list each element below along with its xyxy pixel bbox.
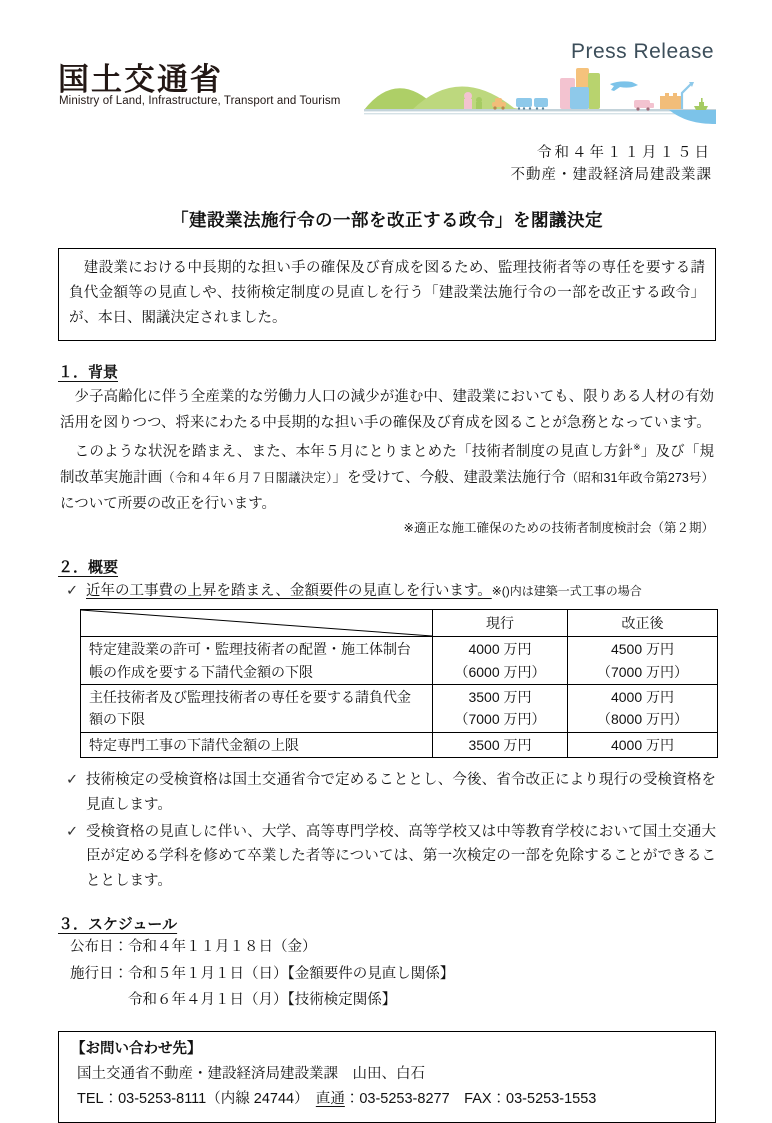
revised-value: 4000 万円 <box>568 732 718 757</box>
airplane-icon <box>610 81 638 91</box>
bullet-3-text: 受検資格の見直しに伴い、大学、高等専門学校、高等学校又は中等教育学校において国土交通大臣が定める学科を修めて卒業した者等については、第一次検定の一部を免除することができることとします。 <box>86 823 716 889</box>
ministry-name-english: Ministry of Land, Infrastructure, Transport and Tourism <box>59 95 341 107</box>
check-icon: ✓ <box>66 582 79 599</box>
issuing-department: 不動産・建設経済局建設業課 <box>510 167 712 184</box>
contact-department-line: 国土交通省不動産・建設経済局建設業課 山田、白石 <box>77 1066 425 1083</box>
row-label: 主任技術者及び監理技術者の専任を要する請負代金額の下限 <box>81 685 433 733</box>
document-header <box>58 42 716 124</box>
background-paragraph-2 <box>58 439 716 518</box>
footnote-ref-mark: ※ <box>633 441 641 452</box>
schedule-heading: ３．スケジュール <box>58 916 178 934</box>
background-p2-text: について所要の改正を行います。 <box>60 496 277 513</box>
table-header-row <box>81 610 718 637</box>
diagonal-line-icon <box>81 610 432 636</box>
enforcement-date-line-2: 令和６年４月１日（月）【技術検定関係】 <box>128 991 397 1008</box>
contact-phone-line <box>71 1087 703 1112</box>
promulgation-date-line: 公布日：令和４年１１月１８日（金） <box>70 939 317 956</box>
contact-heading: 【お問い合わせ先】 <box>71 1040 202 1057</box>
background-paragraph-1: 少子高齢化に伴う全産業的な労働力人口の減少が進む中、建設業においても、限りある人材の有効活用を図りつつ、将来にわたる中長期的な担い手の確保及び育成を図ることが急務となっています。 <box>60 388 714 432</box>
release-date: 令和４年１１月１５日 <box>537 145 712 161</box>
cityscape-illustration <box>364 62 716 124</box>
bullet-1-text: 近年の工事費の上昇を踏まえ、金額要件の見直しを行います。 <box>86 582 492 599</box>
ordinance-number-note: （昭和31年政令第273号） <box>565 470 714 485</box>
current-value: 4000 万円 （6000 万円） <box>433 637 568 685</box>
section-overview <box>58 536 716 894</box>
bullet-2-text: 技術検定の受検資格は国土交通省令で定めることとし、今後、省令改正により現行の受検資格を見直します。 <box>86 772 716 813</box>
enforcement-date-line-1: 施行日：令和５年１月１日（日）【金額要件の見直し関係】 <box>70 965 455 982</box>
background-footnote: ※適正な施工確保のための技術者制度検討会（第２期） <box>403 520 714 535</box>
summary-box: 建設業における中長期的な担い手の確保及び育成を図るため、監理技術者等の専任を要する請負代金額等の見直しや、技術検定制度の見直しを行う「建設業法施行令の一部を改正する政令」が、本日、閣議決定されました。 <box>58 248 716 341</box>
overview-bullet-3 <box>58 820 716 894</box>
revised-value: 4500 万円 （7000 万円） <box>568 637 718 685</box>
document-title: 「建設業法施行令の一部を改正する政令」を閣議決定 <box>171 209 603 230</box>
column-header-current: 現行 <box>433 610 568 637</box>
cabinet-decision-date-note: （令和４年６月７日閣議決定） <box>162 470 333 485</box>
row-label: 特定建設業の許可・監理技術者の配置・施工体制台帳の作成を要する下請代金額の下限 <box>81 637 433 685</box>
overview-bullet-1 <box>58 579 716 604</box>
current-value: 3500 万円 <box>433 732 568 757</box>
wave-icon <box>669 110 716 124</box>
contact-box <box>58 1031 716 1123</box>
bullet-1-note: ※()内は建築一式工事の場合 <box>491 583 642 598</box>
row-label: 特定専門工事の下請代金額の上限 <box>81 732 433 757</box>
check-icon: ✓ <box>66 772 79 789</box>
table-row <box>81 637 718 685</box>
section-schedule <box>58 893 716 1012</box>
background-p2-text: 」を受けて、今般、建設業法施行令 <box>332 469 566 486</box>
revised-value: 4000 万円 （8000 万円） <box>568 685 718 733</box>
background-heading: １．背景 <box>58 363 119 381</box>
hill-icon <box>412 86 534 110</box>
contact-tel: TEL：03-5253-8111（内線 24744） <box>77 1091 316 1108</box>
contact-direct-label: 直通 <box>315 1091 345 1108</box>
contact-fax: FAX：03-5253-1553 <box>464 1091 597 1108</box>
press-release-label: Press Release <box>570 40 714 63</box>
overview-heading: ２．概要 <box>58 558 119 576</box>
background-p2-text: このような状況を踏まえ、また、本年５月にとりまとめた「技術者制度の見直し方針 <box>60 443 634 460</box>
overview-bullet-2 <box>58 768 716 817</box>
table-row <box>81 685 718 733</box>
contact-direct-number: ：03-5253-8277 <box>344 1091 465 1108</box>
section-background <box>58 341 716 536</box>
ship-icon <box>694 98 708 110</box>
background-p2-text: 」及び「規制改革実施計画 <box>60 443 715 486</box>
column-header-revised: 改正後 <box>568 610 718 637</box>
check-icon: ✓ <box>66 823 79 840</box>
table-row <box>81 732 718 757</box>
current-value: 3500 万円 （7000 万円） <box>433 685 568 733</box>
amount-requirements-table <box>80 609 718 758</box>
document-meta <box>58 142 716 187</box>
ministry-logo-text: 国土交通省 <box>58 62 223 97</box>
diagonal-header-cell <box>81 610 433 637</box>
